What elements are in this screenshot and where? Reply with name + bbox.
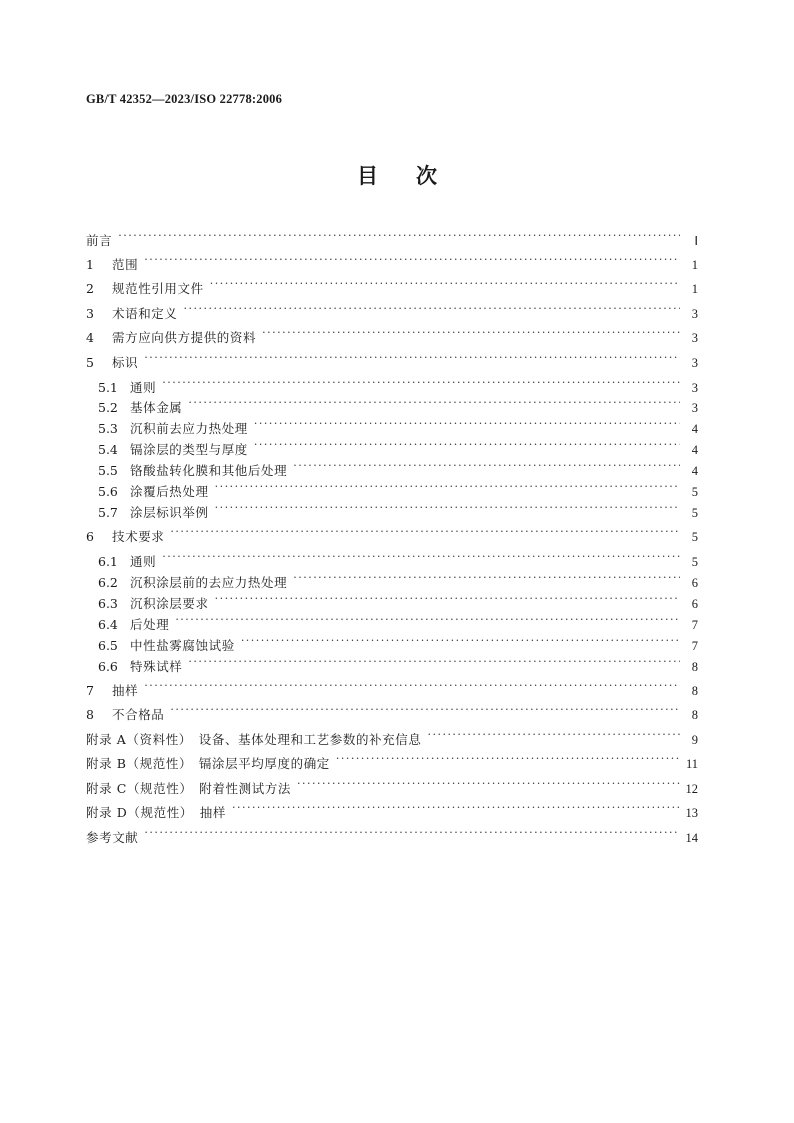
toc-entry-page: 7	[691, 639, 698, 653]
toc-entry-label: 规范性引用文件	[112, 281, 204, 296]
toc-entry-label: 涂层标识举例	[130, 505, 209, 520]
toc-entry-page: 4	[691, 422, 698, 436]
toc-entry-page: 6	[691, 597, 698, 611]
toc-entry-number: 3	[86, 306, 94, 321]
toc-entry-number: 6.6	[98, 659, 118, 674]
dot-leader	[293, 457, 680, 475]
toc-entry-page: 3	[691, 331, 698, 345]
dot-leader	[175, 611, 680, 629]
toc-entry-page: 4	[691, 443, 698, 457]
toc-entry-number: 5.6	[98, 484, 118, 499]
toc-entry-label: 参考文献	[86, 830, 139, 845]
toc-entry[interactable]	[86, 227, 698, 248]
toc-entry-label: 不合格品	[112, 707, 165, 722]
toc-entry-page: 5	[691, 530, 698, 544]
toc-entry[interactable]	[98, 653, 698, 674]
toc-entry-number: 1	[86, 257, 94, 272]
toc-entry-page: 5	[691, 485, 698, 499]
toc-entry[interactable]	[98, 632, 698, 653]
toc-entry-label: 附录 A（资料性） 设备、基体处理和工艺参数的补充信息	[86, 732, 422, 747]
toc-entry-label: 通则	[130, 380, 157, 395]
toc-entry-number: 2	[86, 281, 94, 296]
toc-entry[interactable]	[98, 590, 698, 611]
toc-entry[interactable]	[86, 726, 698, 747]
toc-entry-page: 3	[691, 356, 698, 370]
toc-entry-number: 5.7	[98, 505, 118, 520]
toc-entry[interactable]	[86, 300, 698, 321]
toc-entry-number: 5.4	[98, 442, 118, 457]
toc-entry-page: Ⅰ	[694, 234, 698, 248]
toc-entry-page: 3	[691, 307, 698, 321]
dot-leader	[215, 478, 680, 496]
toc-entry-number: 6.5	[98, 638, 118, 653]
toc-entry[interactable]	[86, 324, 698, 345]
toc-entry[interactable]	[86, 750, 698, 771]
toc-entry[interactable]	[86, 275, 698, 296]
dot-leader	[162, 548, 680, 566]
toc-entry-label: 附录 D（规范性） 抽样	[86, 805, 226, 820]
dot-leader	[144, 824, 679, 842]
toc-entry[interactable]	[86, 251, 698, 272]
toc-entry-number: 5.5	[98, 463, 118, 478]
toc-entry-page: 13	[685, 806, 698, 820]
toc-entry[interactable]	[98, 374, 698, 395]
toc-entry-page: 4	[691, 464, 698, 478]
toc-entry[interactable]	[86, 677, 698, 698]
dot-leader	[188, 394, 680, 412]
toc-entry-number: 4	[86, 330, 94, 345]
toc-entry-number: 5.1	[98, 380, 118, 395]
toc-entry[interactable]	[98, 478, 698, 499]
toc-entry-number: 7	[86, 683, 94, 698]
dot-leader	[215, 499, 680, 517]
document-code: GB/T 42352—2023/ISO 22778:2006	[86, 92, 283, 106]
dot-leader	[144, 251, 680, 269]
toc-entry-number: 5	[86, 355, 94, 370]
toc-entry-page: 5	[691, 555, 698, 569]
dot-leader	[427, 726, 680, 744]
dot-leader	[336, 750, 680, 768]
toc-entry[interactable]	[98, 457, 698, 478]
toc-entry-label: 中性盐雾腐蚀试验	[130, 638, 235, 653]
dot-leader	[241, 632, 680, 650]
dot-leader	[293, 569, 680, 587]
toc-entry-number: 5.2	[98, 400, 118, 415]
dot-leader	[170, 523, 680, 541]
toc-entry-label: 铬酸盐转化膜和其他后处理	[130, 463, 288, 478]
toc-entry-page: 9	[691, 733, 698, 747]
toc-entry-label: 术语和定义	[112, 306, 178, 321]
toc-entry-label: 附录 B（规范性） 镉涂层平均厚度的确定	[86, 756, 330, 771]
dot-leader	[254, 415, 680, 433]
toc-entry-number: 6.1	[98, 554, 118, 569]
toc-entry[interactable]	[98, 611, 698, 632]
toc-entry-number: 8	[86, 707, 94, 722]
toc-entry[interactable]	[86, 523, 698, 544]
toc-entry-page: 14	[685, 831, 698, 845]
dot-leader	[254, 436, 680, 454]
toc-entry-page: 3	[691, 381, 698, 395]
dot-leader	[215, 590, 680, 608]
toc-entry-label: 附录 C（规范性） 附着性测试方法	[86, 781, 291, 796]
toc-entry-label: 基体金属	[130, 400, 183, 415]
toc-entry[interactable]	[86, 701, 698, 722]
toc-entry-page: 8	[691, 660, 698, 674]
dot-leader	[144, 349, 680, 367]
toc-entry[interactable]	[98, 499, 698, 520]
toc-entry[interactable]	[86, 824, 698, 845]
dot-leader	[188, 653, 680, 671]
toc-entry-page: 3	[691, 401, 698, 415]
toc-entry[interactable]	[86, 799, 698, 820]
page-title	[0, 160, 794, 190]
toc-entry-page: 11	[685, 757, 698, 771]
toc-entry[interactable]	[98, 394, 698, 415]
dot-leader	[170, 701, 680, 719]
dot-leader	[184, 300, 680, 318]
toc-entry-label: 沉积前去应力热处理	[130, 421, 248, 436]
toc-entry-label: 技术要求	[112, 529, 165, 544]
toc-entry-page: 5	[691, 506, 698, 520]
toc-entry[interactable]	[98, 415, 698, 436]
toc-entry-number: 6	[86, 529, 94, 544]
toc-entry-label: 抽样	[112, 683, 139, 698]
toc-entry-number: 5.3	[98, 421, 118, 436]
toc-entry-page: 1	[691, 282, 698, 296]
toc-entry-number: 6.3	[98, 596, 118, 611]
dot-leader	[118, 227, 680, 245]
toc-entry-page: 7	[691, 618, 698, 632]
toc-entry-label: 镉涂层的类型与厚度	[130, 442, 248, 457]
toc-entry-label: 需方应向供方提供的资料	[112, 330, 257, 345]
toc-entry-label: 特殊试样	[130, 659, 183, 674]
toc-entry-label: 通则	[130, 554, 157, 569]
dot-leader	[144, 677, 680, 695]
dot-leader	[262, 324, 680, 342]
toc-entry[interactable]	[86, 775, 698, 796]
toc-entry[interactable]	[98, 436, 698, 457]
toc-entry-label: 范围	[112, 257, 139, 272]
toc-entry-label: 前言	[86, 233, 113, 248]
title-char-1: 目	[357, 164, 378, 188]
title-char-2: 次	[416, 164, 437, 188]
toc-entry-label: 涂覆后热处理	[130, 484, 209, 499]
dot-leader	[210, 275, 680, 293]
toc-entry[interactable]	[98, 569, 698, 590]
toc-entry-page: 8	[691, 684, 698, 698]
toc-entry-page: 6	[691, 576, 698, 590]
toc-entry-number: 6.2	[98, 575, 118, 590]
toc-entry-page: 8	[691, 708, 698, 722]
toc-entry-label: 标识	[112, 355, 139, 370]
dot-leader	[162, 374, 680, 392]
dot-leader	[297, 775, 680, 793]
toc-entry-page: 12	[685, 782, 698, 796]
toc-entry-label: 沉积涂层前的去应力热处理	[130, 575, 288, 590]
dot-leader	[232, 799, 680, 817]
toc-entry-number: 6.4	[98, 617, 118, 632]
toc-entry-label: 沉积涂层要求	[130, 596, 209, 611]
toc-entry[interactable]	[98, 548, 698, 569]
toc-entry-label: 后处理	[130, 617, 170, 632]
toc-entry[interactable]	[86, 349, 698, 370]
toc-entry-page: 1	[691, 258, 698, 272]
